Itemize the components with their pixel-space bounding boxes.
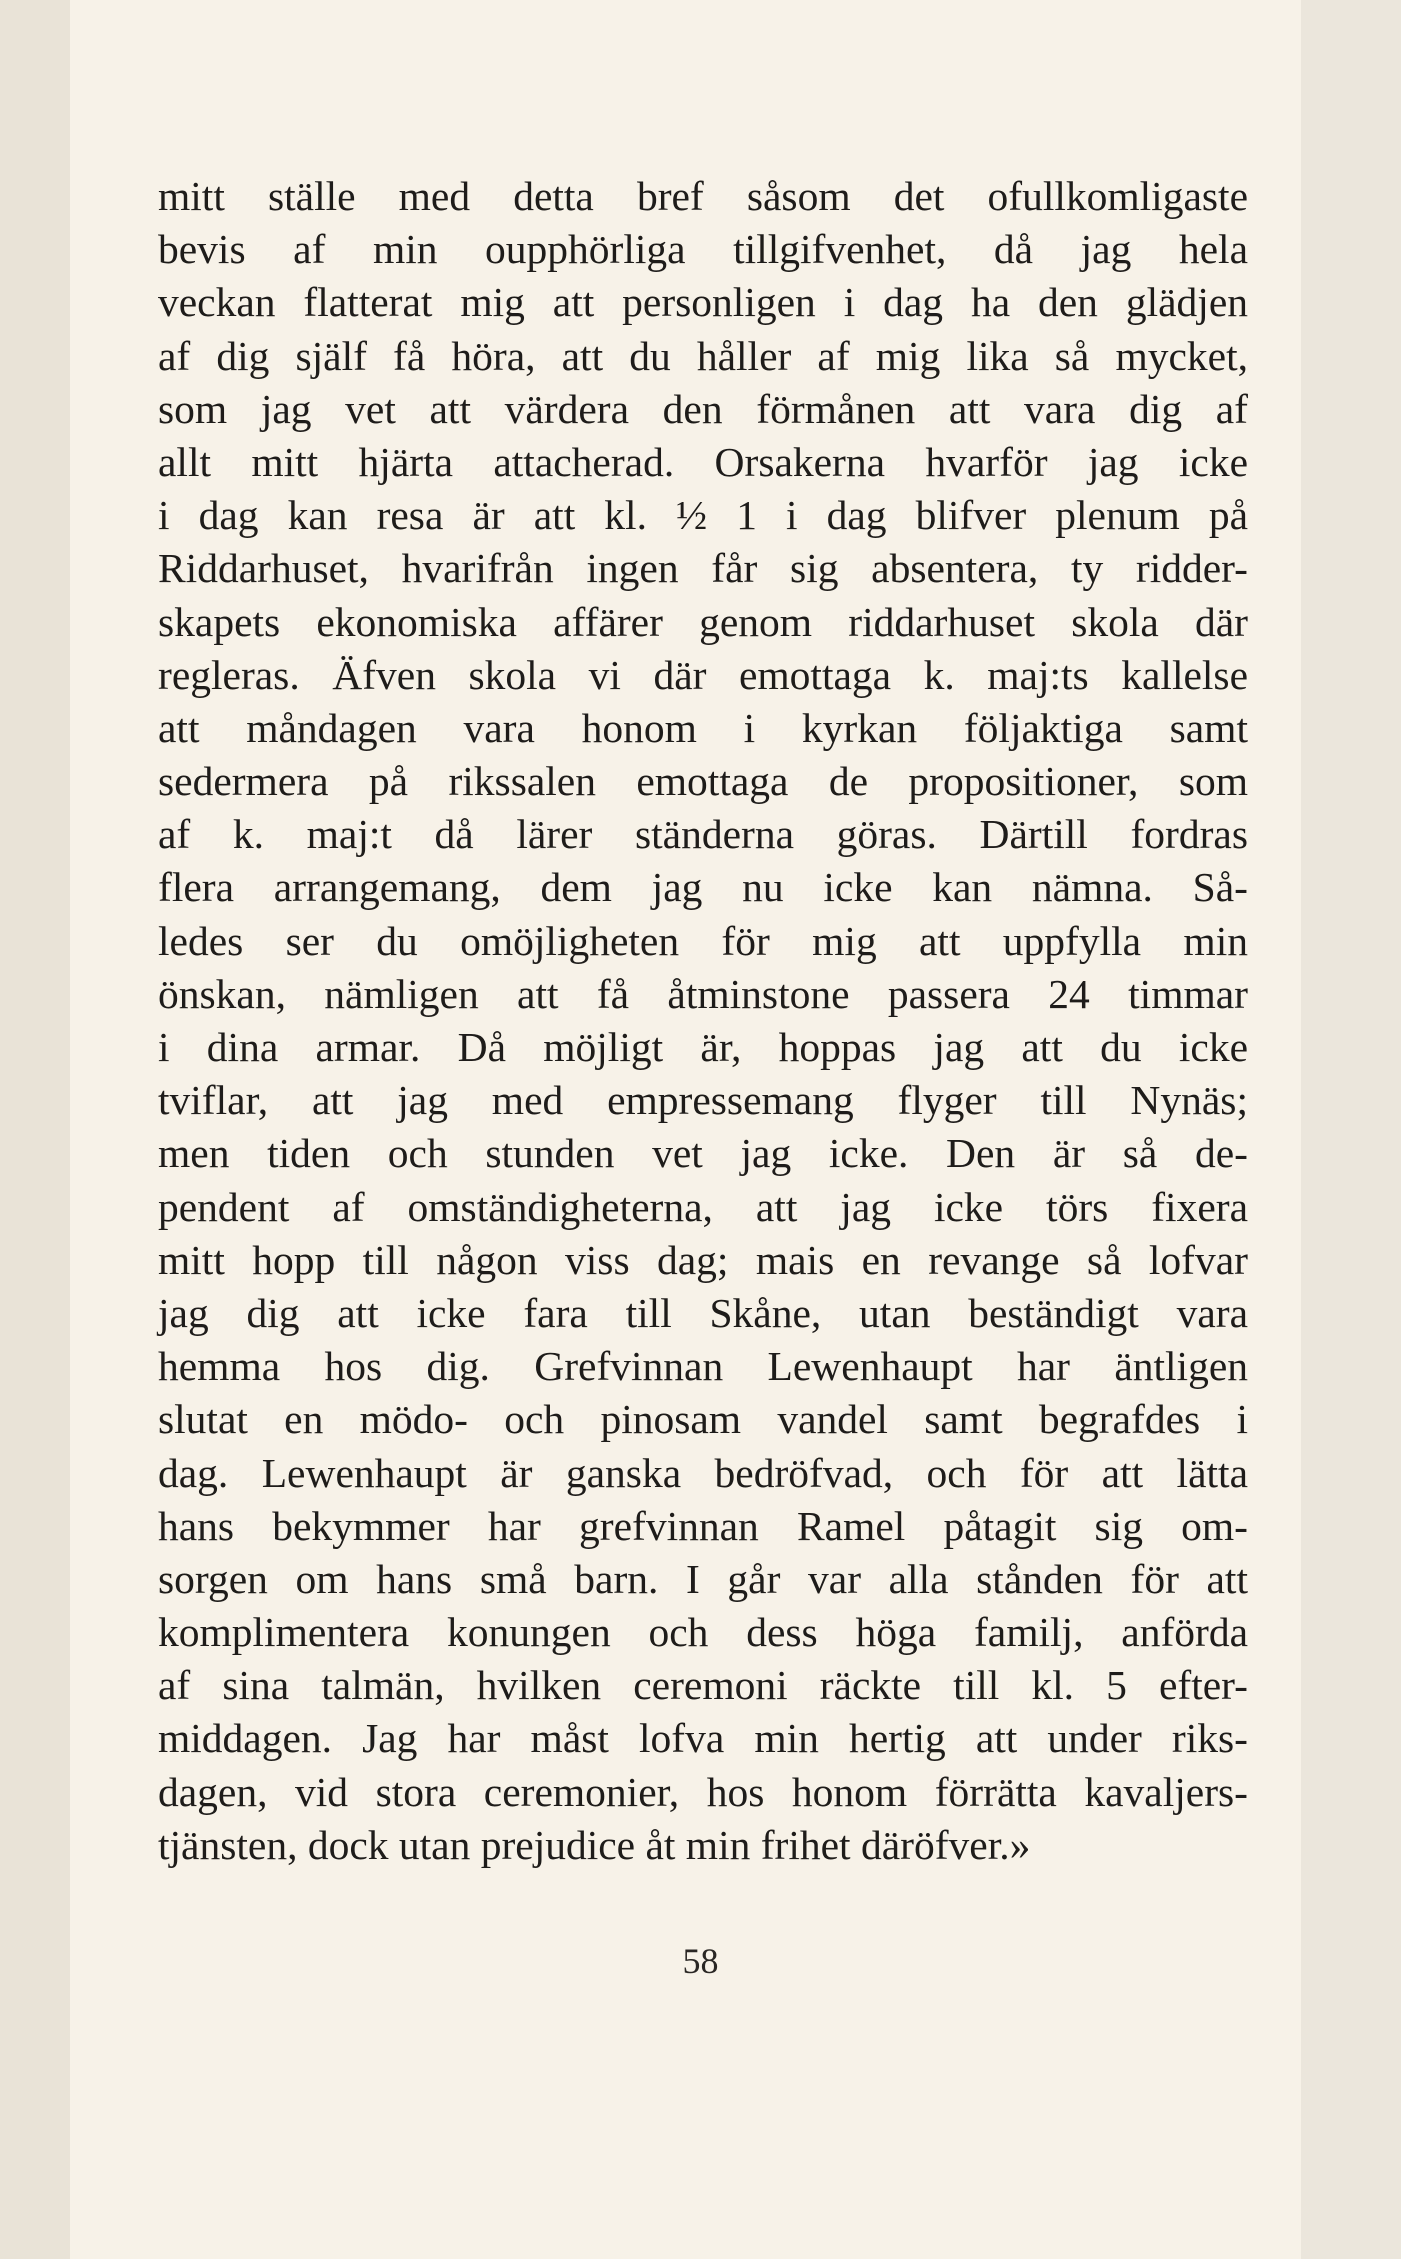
text-line: middagen. Jag har måst lofva min hertig att under riks- bbox=[158, 1715, 1248, 1762]
text-line: som jag vet att värdera den förmånen att vara dig af bbox=[158, 385, 1248, 432]
text-line: ledes ser du omöjligheten för mig att uppfylla min bbox=[158, 917, 1248, 964]
text-line: men tiden och stunden vet jag icke. Den är så de- bbox=[158, 1130, 1248, 1177]
text-line: slutat en mödo- och pinosam vandel samt begrafdes i bbox=[158, 1396, 1248, 1443]
body-text bbox=[158, 170, 1248, 1872]
page-edge bbox=[1301, 0, 1401, 2259]
text-line: flera arrangemang, dem jag nu icke kan nämna. Så- bbox=[158, 864, 1248, 911]
text-line: i dag kan resa är att kl. ½ 1 i dag blifver plenum på bbox=[158, 492, 1248, 539]
page-gutter-shadow bbox=[0, 0, 70, 2259]
text-line: skapets ekonomiska affärer genom riddarhuset skola där bbox=[158, 598, 1248, 645]
text-line: af k. maj:t då lärer ständerna göras. Därtill fordras bbox=[158, 811, 1248, 858]
text-line: att måndagen vara honom i kyrkan följaktiga samt bbox=[158, 704, 1248, 751]
text-line: bevis af min oupphörliga tillgifvenhet, då jag hela bbox=[158, 226, 1248, 273]
text-line: mitt hopp till någon viss dag; mais en revange så lofvar bbox=[158, 1236, 1248, 1283]
text-line: regleras. Äfven skola vi där emottaga k. maj:ts kallelse bbox=[158, 651, 1248, 698]
text-line: i dina armar. Då möjligt är, hoppas jag att du icke bbox=[158, 1024, 1248, 1070]
text-line: hans bekymmer har grefvinnan Ramel påtagit sig om- bbox=[158, 1502, 1248, 1549]
text-line: mitt ställe med detta bref såsom det ofullkomligaste bbox=[158, 173, 1248, 219]
page-number: 58 bbox=[682, 1941, 719, 1981]
text-line: tviflar, att jag med empressemang flyger till Nynäs; bbox=[158, 1077, 1248, 1124]
text-line: veckan flatterat mig att personligen i dag ha den glädjen bbox=[158, 279, 1248, 326]
text-line: allt mitt hjärta attacherad. Orsakerna hvarför jag icke bbox=[158, 438, 1248, 485]
text-line: dagen, vid stora ceremonier, hos honom förrätta kavaljers- bbox=[158, 1768, 1248, 1815]
text-line: af sina talmän, hvilken ceremoni räckte till kl. 5 efter- bbox=[158, 1662, 1248, 1709]
text-line: sedermera på rikssalen emottaga de propositioner, som bbox=[158, 758, 1248, 805]
text-line: sorgen om hans små barn. I går var alla stånden för att bbox=[158, 1555, 1248, 1602]
text-line: jag dig att icke fara till Skåne, utan beständigt vara bbox=[158, 1289, 1248, 1336]
text-line: tjänsten, dock utan prejudice åt min frihet däröfver.» bbox=[158, 1821, 1031, 1868]
text-line: dag. Lewenhaupt är ganska bedröfvad, och för att lätta bbox=[158, 1449, 1248, 1496]
text-line: af dig själf få höra, att du håller af mig lika så mycket, bbox=[158, 332, 1248, 379]
text-line: hemma hos dig. Grefvinnan Lewenhaupt har äntligen bbox=[158, 1343, 1248, 1390]
text-line: Riddarhuset, hvarifrån ingen får sig absentera, ty ridder- bbox=[158, 545, 1248, 592]
text-line: komplimentera konungen och dess höga familj, anförda bbox=[158, 1609, 1248, 1656]
text-line: önskan, nämligen att få åtminstone passera 24 timmar bbox=[158, 970, 1248, 1017]
text-line: pendent af omständigheterna, att jag icke törs fixera bbox=[158, 1183, 1248, 1230]
